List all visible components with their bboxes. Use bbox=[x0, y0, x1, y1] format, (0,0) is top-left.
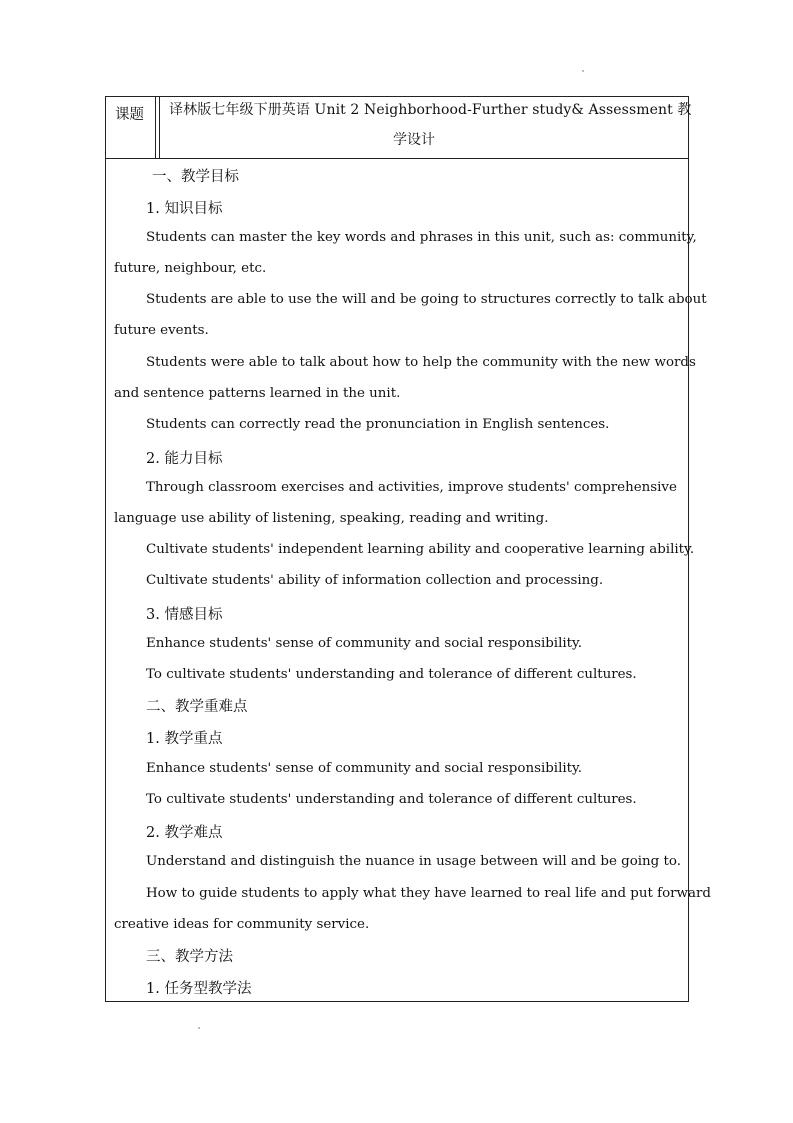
section-heading-objectives: 一、教学目标 bbox=[152, 169, 239, 185]
paragraph-line: Students were able to talk about how to help the community with the new words bbox=[146, 355, 696, 370]
content-cell bbox=[106, 159, 711, 1001]
lesson-plan-table bbox=[105, 96, 711, 1002]
paragraph-line: and sentence patterns learned in the unit. bbox=[114, 386, 401, 401]
paragraph-line: future events. bbox=[114, 323, 209, 338]
paragraph-line: Cultivate students' ability of information collection and processing. bbox=[146, 573, 604, 588]
paragraph-line: How to guide students to apply what they have learned to real life and put forward bbox=[146, 886, 711, 901]
subject-label-cell bbox=[106, 97, 156, 158]
subheading-emotion: 3. 情感目标 bbox=[146, 607, 223, 623]
paragraph-line: creative ideas for community service. bbox=[114, 917, 370, 932]
paragraph-line: To cultivate students' understanding and tolerance of different cultures. bbox=[146, 667, 637, 682]
paragraph-line: language use ability of listening, speaking, reading and writing. bbox=[114, 511, 549, 526]
subheading-knowledge: 1. 知识目标 bbox=[146, 201, 223, 217]
paragraph-line: Enhance students' sense of community and social responsibility. bbox=[146, 636, 583, 651]
subheading-task-method: 1. 任务型教学法 bbox=[146, 981, 252, 997]
paragraph-line: Students are able to use the will and be going to structures correctly to talk about bbox=[146, 292, 707, 307]
paragraph-line: Through classroom exercises and activities, improve students' comprehensive bbox=[146, 480, 677, 495]
subheading-difficulties: 2. 教学难点 bbox=[146, 825, 223, 841]
section-heading-methods: 三、教学方法 bbox=[146, 949, 233, 965]
paragraph-line: To cultivate students' understanding and tolerance of different cultures. bbox=[146, 792, 637, 807]
section-heading-key-points: 二、教学重难点 bbox=[146, 699, 248, 715]
bottom-speck bbox=[198, 1027, 200, 1029]
title-line-1: 译林版七年级下册英语 Unit 2 Neighborhood-Further study& Assessment 教 bbox=[169, 102, 692, 118]
top-speck bbox=[582, 70, 584, 72]
header-row bbox=[106, 97, 692, 159]
paragraph-line: Cultivate students' independent learning ability and cooperative learning ability. bbox=[146, 542, 695, 557]
title-cell bbox=[159, 97, 692, 158]
paragraph-line: future, neighbour, etc. bbox=[114, 261, 267, 276]
paragraph-line: Students can master the key words and phrases in this unit, such as: community, bbox=[146, 230, 697, 245]
paragraph-line: Understand and distinguish the nuance in usage between will and be going to. bbox=[146, 854, 681, 869]
subheading-ability: 2. 能力目标 bbox=[146, 451, 223, 467]
paragraph-line: Enhance students' sense of community and social responsibility. bbox=[146, 761, 583, 776]
subheading-key-focus: 1. 教学重点 bbox=[146, 731, 223, 747]
paragraph-line: Students can correctly read the pronunciation in English sentences. bbox=[146, 417, 610, 432]
subject-label: 课题 bbox=[115, 107, 144, 123]
title-line-2: 学设计 bbox=[393, 132, 435, 148]
